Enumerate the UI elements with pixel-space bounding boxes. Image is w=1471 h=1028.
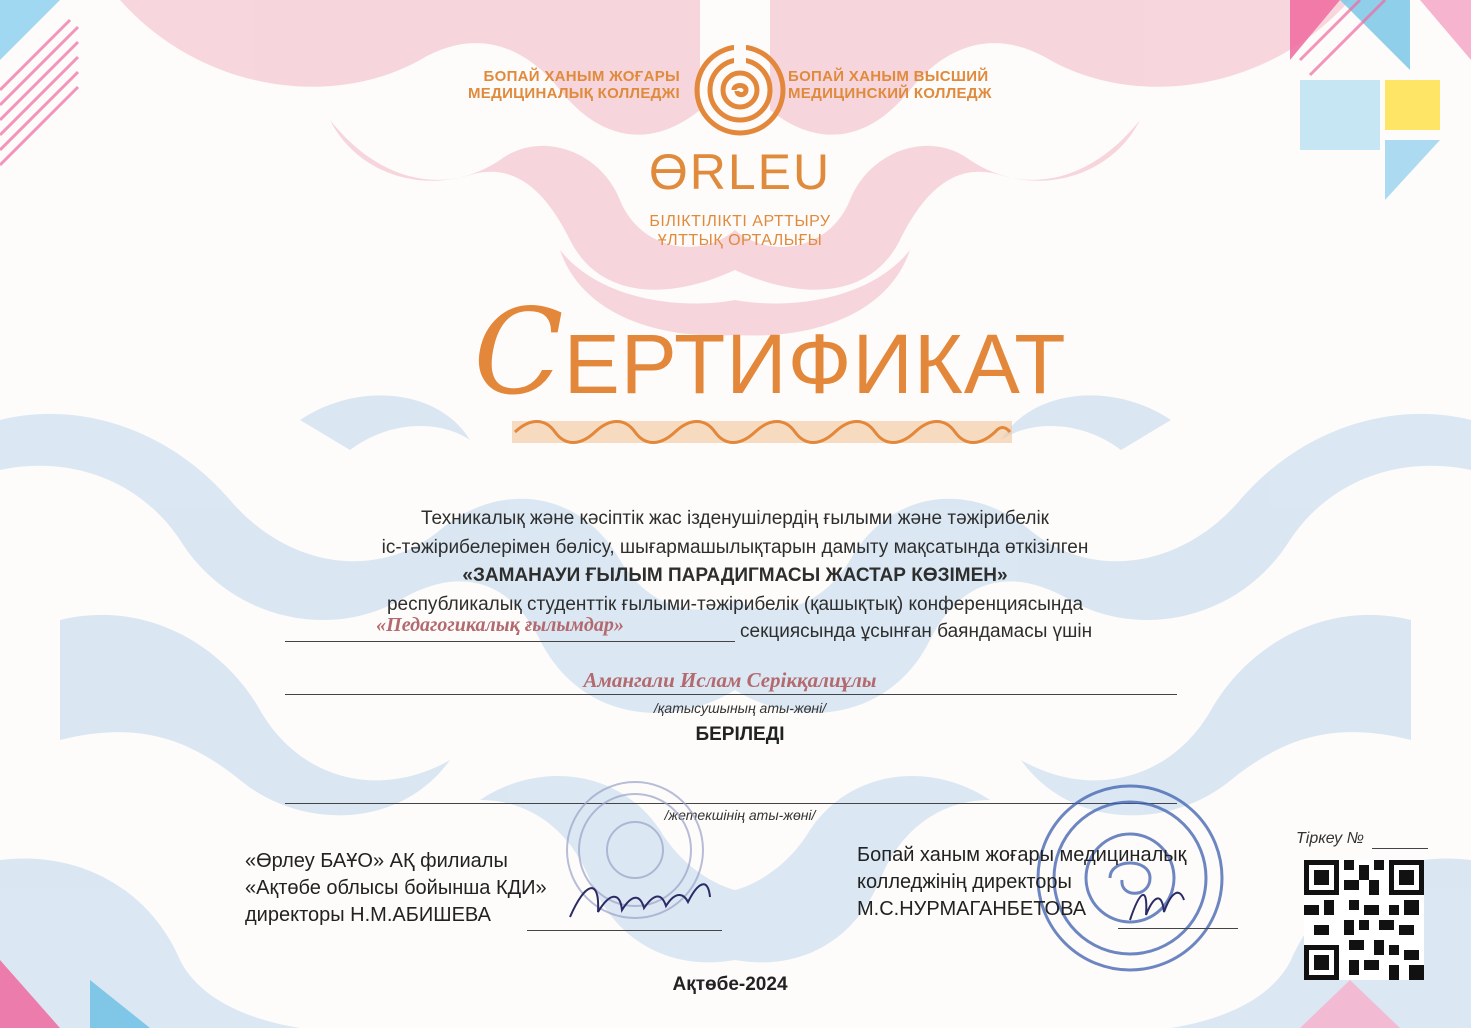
orleu-subtitle-line1: БІЛІКТІЛІКТІ АРТТЫРУ [649, 213, 831, 230]
section-name: «Педагогикалық ғылымдар» [376, 614, 624, 636]
right-signatory-line2: колледжінің директоры [857, 871, 1072, 893]
body-line-4: республикалық студенттік ғылыми-тәжірибелік (қашықтық) конференциясында [386, 594, 1084, 615]
certificate-title [390, 283, 1150, 421]
college-logo-icon [690, 38, 790, 144]
awarded-text: БЕРІЛЕДІ [695, 724, 785, 745]
participant-name: Амангали Ислам Серікқалиұлы [583, 668, 877, 692]
participant-underline [285, 694, 1177, 695]
supervisor-caption: /жетекшінің аты-жөні/ [664, 807, 816, 823]
city-year: Ақтөбе-2024 [672, 974, 788, 995]
body-line-5: секциясында ұсынған баяндамасы үшін [740, 621, 1093, 642]
right-signatory-line3: М.С.НУРМАГАНБЕТОВА [857, 898, 1087, 920]
orleu-subtitle-line2: ҰЛТТЫҚ ОРТАЛЫҒЫ [657, 232, 823, 249]
body-line-2: іс-тәжірибелерімен бөлісу, шығармашылықтарын дамыту мақсатында өткізілген [381, 537, 1089, 558]
right-handwritten-signature [1120, 870, 1200, 930]
orleu-wordmark: ƟRLEU [648, 144, 832, 200]
left-signatory-line2: «Ақтөбе облысы бойынша КДИ» [245, 877, 547, 899]
certificate-title-initial: С [473, 283, 564, 421]
participant-caption: /қатысушының аты-жөні/ [653, 700, 827, 716]
certificate-title-rest: ЕРТИФИКАТ [563, 317, 1067, 411]
body-line-1: Техникалық және кәсіптік жас ізденушілердің ғылыми және тәжірибелік [421, 508, 1049, 529]
right-signatory-line1: Бопай ханым жоғары медициналық [857, 844, 1187, 866]
left-signatory-line3: директоры Н.М.АБИШЕВА [245, 904, 491, 926]
college-name-kz: БОПАЙ ХАНЫМ ЖОҒАРЫ МЕДИЦИНАЛЫҚ КОЛЛЕДЖІ [467, 68, 680, 102]
conference-title: «ЗАМАНАУИ ҒЫЛЫМ ПАРАДИГМАСЫ ЖАСТАР КӨЗІМЕН» [462, 565, 1008, 586]
qr-code-icon [1304, 860, 1424, 980]
right-signatory [857, 842, 1277, 923]
section-underline [285, 641, 735, 642]
registration-label: Тіркеу № [1296, 830, 1364, 847]
left-handwritten-signature [560, 872, 720, 932]
orleu-subtitle [600, 212, 880, 250]
left-signatory-line1: «Өрлеу БАҰО» АҚ филиалы [245, 850, 508, 872]
college-name-ru: БОПАЙ ХАНЫМ ВЫСШИЙ МЕДИЦИНСКИЙ КОЛЛЕДЖ [788, 68, 992, 102]
registration-underline [1372, 848, 1428, 849]
